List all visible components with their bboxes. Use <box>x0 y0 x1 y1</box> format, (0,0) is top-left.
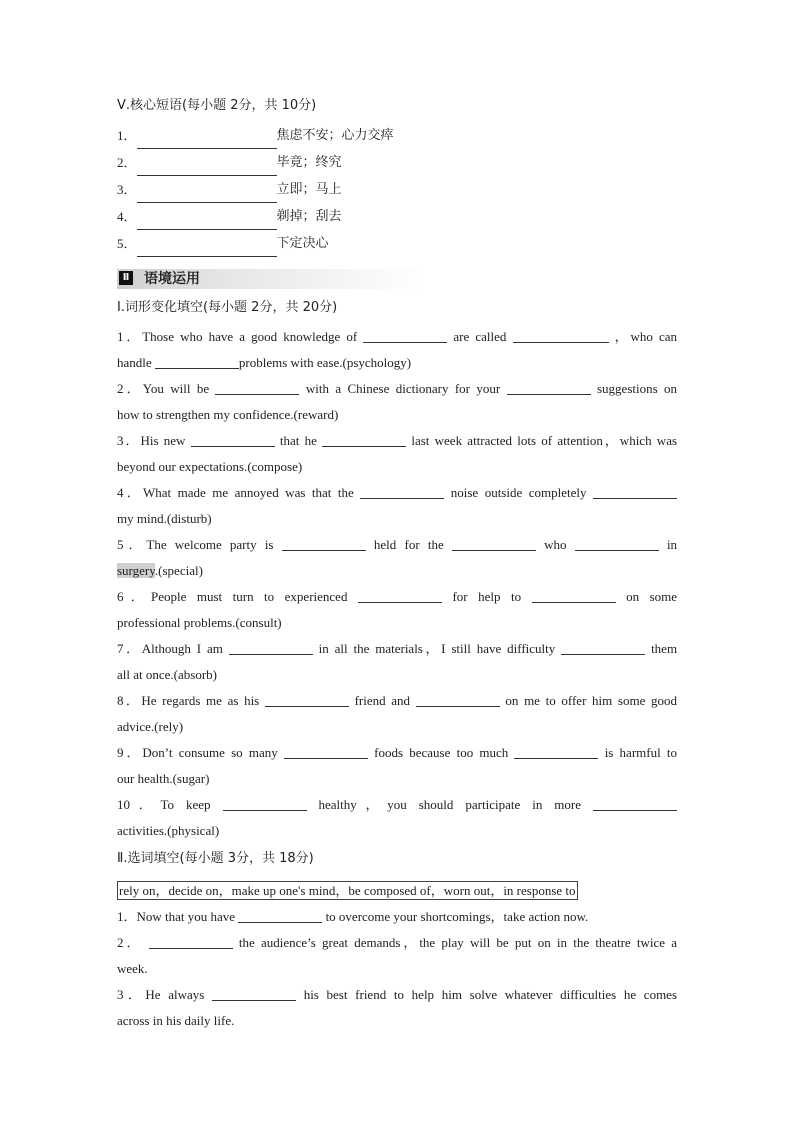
answer-blank[interactable] <box>137 211 277 230</box>
phrase-item-2: 2． 毕竟；终究 <box>117 149 677 176</box>
section-ii-title: Ⅱ.选词填空(每小题 3分，共 18分) <box>117 851 314 866</box>
answer-blank[interactable] <box>265 690 349 707</box>
question-4: 4．What made me annoyed was that the noise outside completely my mind.(disturb) <box>117 480 677 532</box>
answer-blank[interactable] <box>137 184 277 203</box>
answer-blank[interactable] <box>212 984 296 1001</box>
phrase-item-4: 4． 剃掉；刮去 <box>117 203 677 230</box>
question-10: 10．To keep healthy，you should participate in more activities.(physical) <box>117 792 677 844</box>
phrase-item-3: 3． 立即；马上 <box>117 176 677 203</box>
answer-blank[interactable] <box>155 352 239 369</box>
section-banner <box>117 265 677 295</box>
answer-blank[interactable] <box>238 906 322 923</box>
banner-label: 语境运用 <box>144 271 200 287</box>
choice-question-3: 3．He always his best friend to help him solve whatever difficulties he comes across in his daily life. <box>117 982 677 1034</box>
banner-badge-icon: Ⅱ <box>119 271 133 285</box>
highlighted-word: surgery <box>117 563 155 578</box>
answer-blank[interactable] <box>513 326 609 343</box>
answer-blank[interactable] <box>229 638 313 655</box>
question-1: 1．Those who have a good knowledge of are called ，who can handle problems with ease.(psychology) <box>117 324 677 376</box>
section-i-title: Ⅰ.词形变化填空(每小题 2分，共 20分) <box>117 300 338 315</box>
choice-question-1: 1．Now that you have to overcome your shortcomings，take action now. <box>117 904 677 930</box>
answer-blank[interactable] <box>149 932 233 949</box>
answer-blank[interactable] <box>593 482 677 499</box>
answer-blank[interactable] <box>507 378 591 395</box>
answer-blank[interactable] <box>322 430 406 447</box>
question-6: 6．People must turn to experienced for help to on some professional problems.(consult) <box>117 584 677 636</box>
answer-blank[interactable] <box>416 690 500 707</box>
choice-question-2: 2． the audience’s great demands，the play will be put on in the theatre twice a week. <box>117 930 677 982</box>
question-9: 9．Don’t consume so many foods because too much is harmful to our health.(sugar) <box>117 740 677 792</box>
question-3: 3．His new that he last week attracted lots of attention，which was beyond our expectations.(compose) <box>117 428 677 480</box>
worksheet <box>117 95 677 1034</box>
word-bank: rely on，decide on，make up one's mind，be composed of，worn out，in response to <box>119 883 576 898</box>
answer-blank[interactable] <box>215 378 299 395</box>
question-2: 2．You will be with a Chinese dictionary for your suggestions on how to strengthen my confidence.(reward) <box>117 376 677 428</box>
answer-blank[interactable] <box>452 534 536 551</box>
answer-blank[interactable] <box>363 326 447 343</box>
answer-blank[interactable] <box>137 157 277 176</box>
phrase-list <box>117 122 677 257</box>
answer-blank[interactable] <box>137 130 277 149</box>
answer-blank[interactable] <box>358 586 442 603</box>
answer-blank[interactable] <box>284 742 368 759</box>
question-5: 5．The welcome party is held for the who in surgery.(special) <box>117 532 677 584</box>
question-7: 7．Although I am in all the materials，I still have difficulty them all at once.(absorb) <box>117 636 677 688</box>
answer-blank[interactable] <box>360 482 444 499</box>
answer-blank[interactable] <box>282 534 366 551</box>
answer-blank[interactable] <box>137 238 277 257</box>
phrase-item-1: 1． 焦虑不安；心力交瘁 <box>117 122 677 149</box>
answer-blank[interactable] <box>561 638 645 655</box>
answer-blank[interactable] <box>532 586 616 603</box>
answer-blank[interactable] <box>514 742 598 759</box>
answer-blank[interactable] <box>191 430 275 447</box>
answer-blank[interactable] <box>593 794 677 811</box>
answer-blank[interactable] <box>223 794 307 811</box>
phrase-item-5: 5． 下定决心 <box>117 230 677 257</box>
section-v-title: Ⅴ.核心短语(每小题 2分，共 10分) <box>117 98 317 113</box>
answer-blank[interactable] <box>575 534 659 551</box>
question-8: 8．He regards me as his friend and on me to offer him some good advice.(rely) <box>117 688 677 740</box>
